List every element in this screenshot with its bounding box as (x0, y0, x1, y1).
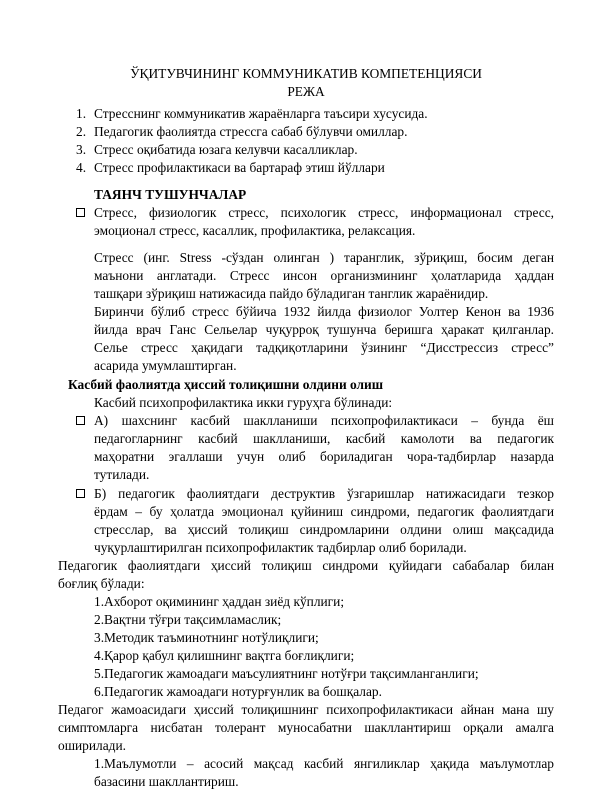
paragraph-line: Селье стресс ҳақидаги тадқиқотларини ўзининг “Дисстрессиз стресс” (94, 340, 554, 355)
bullet-line: стресслар, ва ҳиссий толиқиш синдромларини олдини олиш мақсадида (94, 522, 554, 537)
paragraph-line: оширилади. (58, 738, 126, 753)
section-heading: Касбий фаолиятда ҳиссий толиқишни олдини олиш (68, 377, 384, 392)
plan-number: 3. (76, 142, 87, 157)
document-title: ЎҚИТУВЧИНИНГ КОММУНИКАТИВ КОМПЕТЕНЦИЯСИ (130, 66, 482, 81)
bullet-line: чуқурлаштирилган психопрофилактик тадбирлар олиб борилади. (94, 540, 467, 555)
paragraph-line: асарида умумлаштирган. (94, 358, 237, 373)
paragraph-line: Педагогик фаолиятдаги ҳиссий толиқиш синдроми қуйидаги сабабалар билан (58, 558, 554, 573)
list-item: базасини шакллантириш. (94, 774, 239, 789)
plan-item: Педагогик фаолиятда стрессга сабаб бўлувчи омиллар. (94, 124, 408, 139)
cause-item: 2.Вақтни тўғри тақсимламаслик; (94, 612, 282, 627)
paragraph-line: йилда врач Ганс Сельелар чуқурроқ тушунча беришга ҳаракат қилганлар. (94, 322, 554, 337)
paragraph-line: Биринчи бўлиб стресс бўйича 1932 йилда физиолог Уолтер Кенон ва 1936 (94, 304, 554, 319)
bullet-line: маҳоратни эгаллаши учун олиб бориладиган чора-тадбирлар назарда (94, 449, 554, 464)
plan-item: Стресснинг коммуникатив жараёнларга таъсири хусусида. (94, 106, 428, 121)
paragraph-line: Касбий психопрофилактика икки гуруҳга бўлинади: (94, 395, 393, 410)
cause-item: 3.Методик таъминотнинг нотўлиқлиги; (94, 630, 319, 645)
list-item: 1.Маълумотли – асосий мақсад касбий янгиликлар ҳақида маълумотлар (94, 756, 554, 771)
checkbox-bullet-icon (76, 489, 85, 498)
key-concepts-heading: ТАЯНЧ ТУШУНЧАЛАР (94, 187, 247, 202)
cause-item: 6.Педагогик жамоадаги нотурғунлик ва бошқалар. (94, 684, 382, 699)
paragraph-line: Педагог жамоасидаги ҳиссий толиқишнинг психопрофилактикаси айнан мана шу (58, 702, 554, 717)
key-concepts-line: эмоционал стресс, касаллик, профилактика, релаксация. (94, 223, 416, 238)
checkbox-bullet-icon (76, 208, 85, 217)
plan-item: Стресс профилактикаси ва бартараф этиш йўллари (94, 160, 385, 175)
bullet-line: педагогларнинг касбий шаклланиши, касбий камолоти ва педагогик (94, 431, 554, 446)
cause-item: 1.Ахборот оқимининг ҳаддан зиёд кўплиги; (94, 594, 345, 609)
checkbox-bullet-icon (76, 416, 85, 425)
plan-number: 4. (76, 160, 87, 175)
cause-item: 5.Педагогик жамоадаги маъсулиятнинг нотўғри тақсимланганлиги; (94, 666, 479, 681)
bullet-line: тутилади. (94, 467, 150, 482)
paragraph-line: Стресс (инг. Stress -сўздан олинган ) таранглик, зўриқиш, босим деган (94, 250, 554, 265)
bullet-line: ёрдам – бу ҳолатда эмоционал қуйиниш синдроми, педагогик фаолиятдаги (94, 504, 554, 519)
plan-number: 2. (76, 124, 87, 139)
plan-item: Стресс оқибатида юзага келувчи касалликлар. (94, 142, 358, 157)
bullet-line: Б) педагогик фаолиятдаги деструктив ўзгаришлар натижасидаги тезкор (94, 486, 554, 501)
plan-number: 1. (76, 106, 87, 121)
key-concepts-line: Стресс, физиологик стресс, психологик стресс, информационал стресс, (94, 205, 554, 220)
paragraph-line: ташқари зўриқиш натижасида пайдо бўладиган танглик жараёнидир. (94, 286, 489, 301)
paragraph-line: боғлиқ бўлади: (58, 576, 145, 591)
plan-heading: РЕЖА (287, 84, 325, 99)
cause-item: 4.Қарор қабул қилишнинг вақтга боғлиқлиги; (94, 648, 355, 663)
paragraph-line: симптомларга нисбатан толерант муносабатни шакллантириш орқали амалга (58, 720, 554, 735)
bullet-line: А) шахснинг касбий шаклланиши психопрофилактикаси – бунда ёш (94, 413, 554, 428)
paragraph-line: маънони англатади. Стресс инсон организмининг ҳолатларида ҳаддан (94, 268, 554, 283)
